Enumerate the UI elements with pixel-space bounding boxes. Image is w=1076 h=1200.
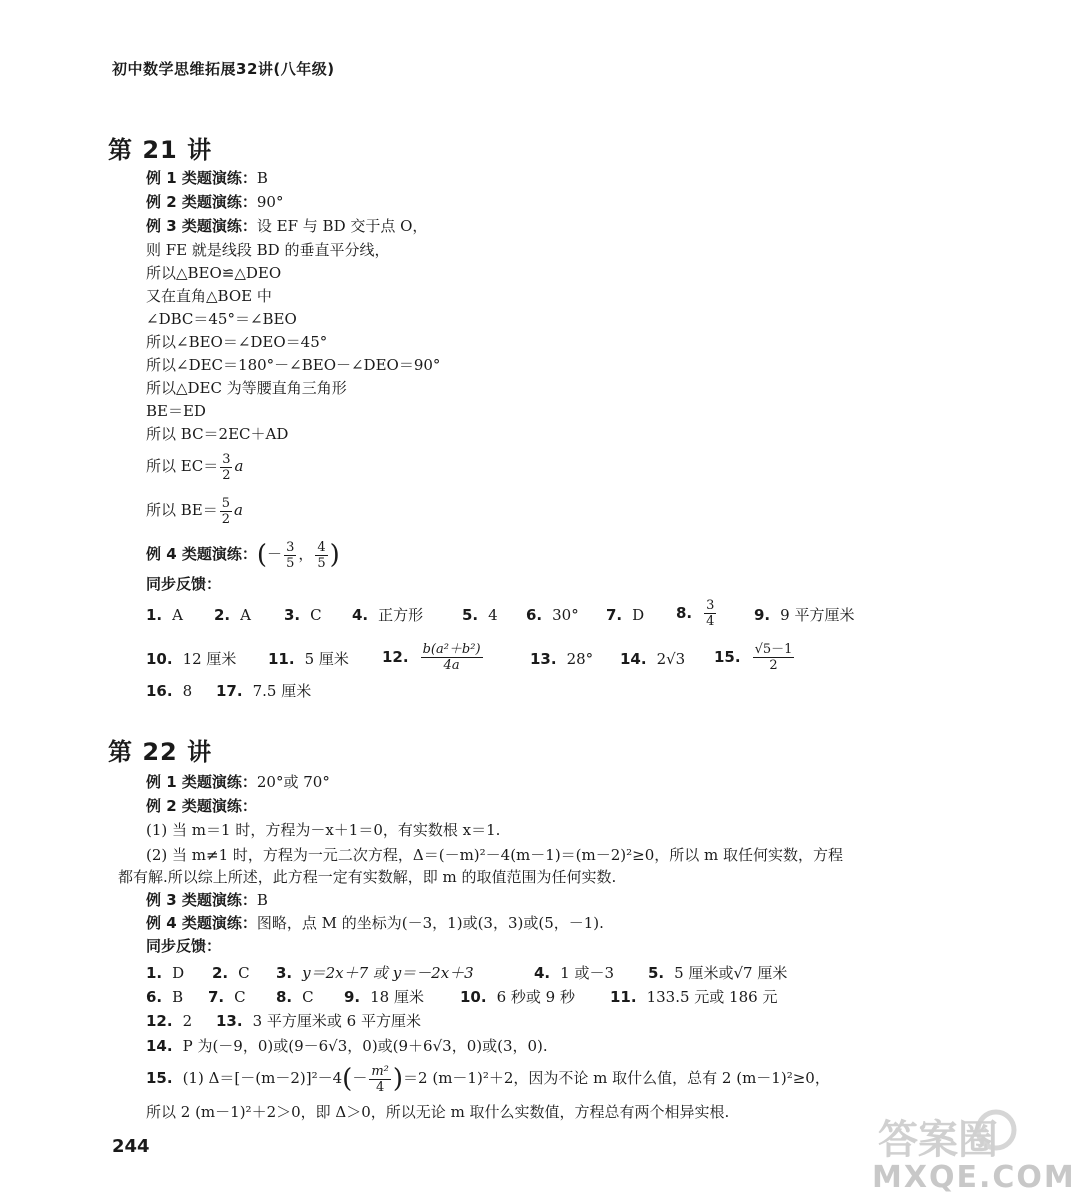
answer-number: 12. xyxy=(146,1012,173,1030)
answer-value: 2 xyxy=(182,1012,193,1030)
answer-item xyxy=(676,598,718,629)
left-paren: ( xyxy=(342,1064,353,1094)
answer-number: 14. xyxy=(620,650,647,668)
answer-item xyxy=(216,680,311,702)
answer-number: 5. xyxy=(462,606,479,624)
answer-item xyxy=(352,604,423,626)
answer-item xyxy=(382,642,485,673)
proof-line: 所以△DEC 为等腰直角三角形 xyxy=(146,379,347,397)
answer-item xyxy=(610,986,777,1008)
fraction-denominator: 4a xyxy=(443,658,460,673)
answer-value: 4 xyxy=(488,606,498,624)
l22-q15 xyxy=(146,1062,830,1095)
answer-value: 5 厘米或√7 厘米 xyxy=(674,964,788,982)
answer-number: 7. xyxy=(606,606,623,624)
l21-ex3-value: 设 EF 与 BD 交于点 O， xyxy=(256,217,428,235)
answer-item xyxy=(620,648,685,670)
answer-item xyxy=(146,680,192,702)
answer-number: 10. xyxy=(460,988,487,1006)
watermark-label: 答案圈 xyxy=(878,1117,998,1163)
ex4-frac2 xyxy=(315,540,327,571)
answer-number: 15. xyxy=(714,647,741,666)
l22-ex2-line2: (2) 当 m≠1 时，方程为一元二次方程，Δ＝(－m)²－4(m－1)＝(m－2)²≥0，所以 m 取任何实数，方程 xyxy=(146,846,844,864)
l21-ex1-value: B xyxy=(256,169,268,187)
answer-value: 5 厘米 xyxy=(304,650,349,668)
answer-value: 28° xyxy=(566,650,594,668)
answer-value: 9 平方厘米 xyxy=(780,606,855,624)
answer-item xyxy=(714,642,796,673)
answer-number: 7. xyxy=(208,988,225,1006)
answer-number: 14. xyxy=(146,1037,173,1055)
answer-value: 30° xyxy=(552,606,579,624)
ec-num: 3 xyxy=(222,451,231,467)
proof-line: ∠DBC＝45°＝∠BEO xyxy=(146,310,297,328)
answer-value: 8 xyxy=(182,682,193,700)
l22-ex1 xyxy=(146,772,330,792)
ec-fraction xyxy=(220,452,232,483)
l21-ex4 xyxy=(146,538,340,571)
answer-number: 12. xyxy=(382,647,409,666)
l22-ex3-label: 例 3 类题演练： xyxy=(146,891,257,909)
answer-value: A xyxy=(240,606,251,624)
answer-value: 2√3 xyxy=(656,650,686,668)
answer-number: 5. xyxy=(648,964,665,982)
l21-ex3 xyxy=(146,216,427,236)
answer-number: 13. xyxy=(530,650,557,668)
l22-ex4-label: 例 4 类题演练： xyxy=(146,914,257,932)
answer-item xyxy=(276,986,314,1008)
be-num: 5 xyxy=(221,495,231,511)
answer-value: 7.5 厘米 xyxy=(252,682,312,700)
proof-line: 则 FE 就是线段 BD 的垂直平分线， xyxy=(146,241,390,259)
answer-item xyxy=(460,986,575,1008)
ex4-n1: 3 xyxy=(286,539,295,555)
answer-item xyxy=(212,962,250,984)
l22-ex3 xyxy=(146,890,268,910)
l22-ex2-label: 例 2 类题演练： xyxy=(146,797,257,815)
proof-line: 所以∠BEO＝∠DEO＝45° xyxy=(146,333,328,351)
answer-number: 17. xyxy=(216,682,243,700)
answer-item xyxy=(462,604,498,626)
l21-ex1-label: 例 1 类题演练： xyxy=(146,169,257,187)
q15-frac-sign: － xyxy=(352,1069,368,1087)
q15-fraction xyxy=(369,1064,391,1095)
fraction-numerator: m² xyxy=(371,1063,389,1079)
answer-value: D xyxy=(172,964,185,982)
l22-ex4 xyxy=(146,913,604,933)
answer-number: 3. xyxy=(276,964,293,982)
answer-number: 11. xyxy=(610,988,637,1006)
answer-value: C xyxy=(238,964,250,982)
proof-line: 又在直角△BOE 中 xyxy=(146,287,272,305)
be-fraction xyxy=(220,496,232,527)
running-header: 初中数学思维拓展32讲(八年级) xyxy=(112,60,335,78)
ex4-d1: 5 xyxy=(286,555,295,571)
answer-number: 16. xyxy=(146,682,173,700)
l21-ex1 xyxy=(146,168,268,188)
answer-item xyxy=(276,962,474,984)
answer-number: 6. xyxy=(146,988,163,1006)
ec-prefix: 所以 EC＝ xyxy=(146,457,219,475)
ex4-frac1 xyxy=(284,540,296,571)
answer-number: 6. xyxy=(526,606,543,624)
proof-line: BE＝ED xyxy=(146,402,206,420)
answer-fraction xyxy=(753,642,795,673)
l22-ex2 xyxy=(146,796,257,816)
l22-ex4-value: 图略，点 M 的坐标为(－3，1)或(3，3)或(5，－1). xyxy=(256,914,604,932)
answer-item xyxy=(534,962,614,984)
answer-number: 4. xyxy=(534,964,551,982)
fraction-numerator: √5－1 xyxy=(754,642,793,657)
l21-ex4-label: 例 4 类题演练： xyxy=(146,545,257,563)
sync-feedback-label: 同步反馈： xyxy=(146,575,222,593)
l22-ex2-line3: 都有解.所以综上所述，此方程一定有实数解，即 m 的取值范围为任何实数. xyxy=(118,868,617,886)
l22-ex3-value: B xyxy=(256,891,268,909)
answer-number: 4. xyxy=(352,606,369,624)
answer-item xyxy=(526,604,579,626)
ec-suffix: a xyxy=(234,457,244,475)
page-number: 244 xyxy=(112,1136,150,1157)
l21-ex2-value: 90° xyxy=(256,193,284,211)
q15-part2: ＝2 (m－1)²＋2，因为不论 m 取什么值，总有 2 (m－1)²≥0， xyxy=(403,1069,830,1087)
l21-ex3-label: 例 3 类题演练： xyxy=(146,217,257,235)
answer-value: 12 厘米 xyxy=(182,650,237,668)
l21-ex2 xyxy=(146,192,283,212)
ec-equation xyxy=(146,450,243,483)
sync-feedback-label: 同步反馈： xyxy=(146,937,222,955)
answer-number: 1. xyxy=(146,606,163,624)
right-paren: ) xyxy=(329,540,340,570)
fraction-numerator: 3 xyxy=(706,598,715,613)
answer-number: 11. xyxy=(268,650,295,668)
answer-item xyxy=(146,986,183,1008)
l22-ex2-line1: (1) 当 m＝1 时，方程为－x＋1＝0，有实数根 x＝1. xyxy=(146,821,501,839)
answer-item xyxy=(216,1010,421,1032)
answer-value: 133.5 元或 186 元 xyxy=(646,988,778,1006)
answer-item xyxy=(146,604,183,626)
l22-q14 xyxy=(146,1036,548,1056)
answer-item xyxy=(284,604,322,626)
proof-line: 所以 BC＝2EC＋AD xyxy=(146,425,289,443)
ex4-n2: 4 xyxy=(317,539,326,555)
fraction-numerator: b(a²＋b²) xyxy=(422,642,481,657)
ex4-comma: ， xyxy=(298,545,314,563)
answer-number: 2. xyxy=(212,964,229,982)
ec-den: 2 xyxy=(222,467,231,483)
l22-q15-line2: 所以 2 (m－1)²＋2＞0，即 Δ＞0，所以无论 m 取什么实数值，方程总有两个相异实根. xyxy=(146,1103,730,1121)
answer-value: 1 或－3 xyxy=(560,964,614,982)
answer-value: 18 厘米 xyxy=(370,988,424,1006)
answer-item xyxy=(648,962,787,984)
answer-number: 3. xyxy=(284,606,301,624)
fraction-denominator: 4 xyxy=(706,614,715,629)
lesson-22-title: 第 22 讲 xyxy=(108,738,213,766)
fraction-denominator: 4 xyxy=(375,1079,385,1095)
be-equation xyxy=(146,494,243,527)
proof-line: 所以∠DEC＝180°－∠BEO－∠DEO＝90° xyxy=(146,356,441,374)
answer-value: B xyxy=(172,988,184,1006)
answer-value: 6 秒或 9 秒 xyxy=(496,988,575,1006)
answer-value: 正方形 xyxy=(378,606,424,624)
answer-value: A xyxy=(172,606,183,624)
l22-ex1-label: 例 1 类题演练： xyxy=(146,773,257,791)
answer-number: 2. xyxy=(214,606,231,624)
answer-number: 15. xyxy=(146,1069,173,1087)
right-paren: ) xyxy=(392,1064,404,1094)
answer-value: 3 平方厘米或 6 平方厘米 xyxy=(252,1012,421,1030)
answer-value: P 为(－9，0)或(9－6√3，0)或(9＋6√3，0)或(3，0). xyxy=(182,1037,548,1055)
answer-item xyxy=(754,604,854,626)
be-den: 2 xyxy=(221,511,231,527)
left-paren: ( xyxy=(256,540,268,570)
watermark-text: MXQE.COM xyxy=(872,1160,1076,1195)
answer-item xyxy=(146,1010,192,1032)
l21-sync-label xyxy=(146,574,221,594)
answer-item xyxy=(214,604,251,626)
l21-ex2-label: 例 2 类题演练： xyxy=(146,193,257,211)
answer-number: 9. xyxy=(344,988,361,1006)
answer-item xyxy=(146,962,184,984)
answer-number: 8. xyxy=(676,603,693,622)
answer-item xyxy=(208,986,246,1008)
lesson-21-title: 第 21 讲 xyxy=(108,136,213,164)
answer-item xyxy=(344,986,424,1008)
answer-number: 8. xyxy=(276,988,293,1006)
proof-line: 所以△BEO≌△DEO xyxy=(146,264,282,282)
answer-number: 1. xyxy=(146,964,163,982)
answer-value: C xyxy=(234,988,246,1006)
answer-item xyxy=(530,648,593,670)
be-suffix: a xyxy=(234,501,243,519)
ex4-sign: － xyxy=(267,545,283,563)
answer-number: 13. xyxy=(216,1012,243,1030)
answer-fraction xyxy=(421,642,483,673)
answer-value: D xyxy=(632,606,645,624)
l22-sync xyxy=(146,936,221,956)
l22-ex1-value: 20°或 70° xyxy=(256,773,330,791)
be-prefix: 所以 BE＝ xyxy=(146,501,218,519)
answer-value: C xyxy=(302,988,314,1006)
answer-fraction xyxy=(704,598,716,629)
answer-number: 9. xyxy=(754,606,771,624)
answer-value: C xyxy=(310,606,322,624)
answer-item xyxy=(268,648,349,670)
ex4-d2: 5 xyxy=(317,555,326,571)
fraction-denominator: 2 xyxy=(769,658,778,673)
answer-item xyxy=(146,648,236,670)
answer-item xyxy=(606,604,644,626)
answer-value: y＝2x＋7 或 y＝－2x＋3 xyxy=(302,964,474,982)
answer-number: 10. xyxy=(146,650,173,668)
q15-part1: (1) Δ＝[－(m－2)]²－4 xyxy=(182,1069,343,1087)
